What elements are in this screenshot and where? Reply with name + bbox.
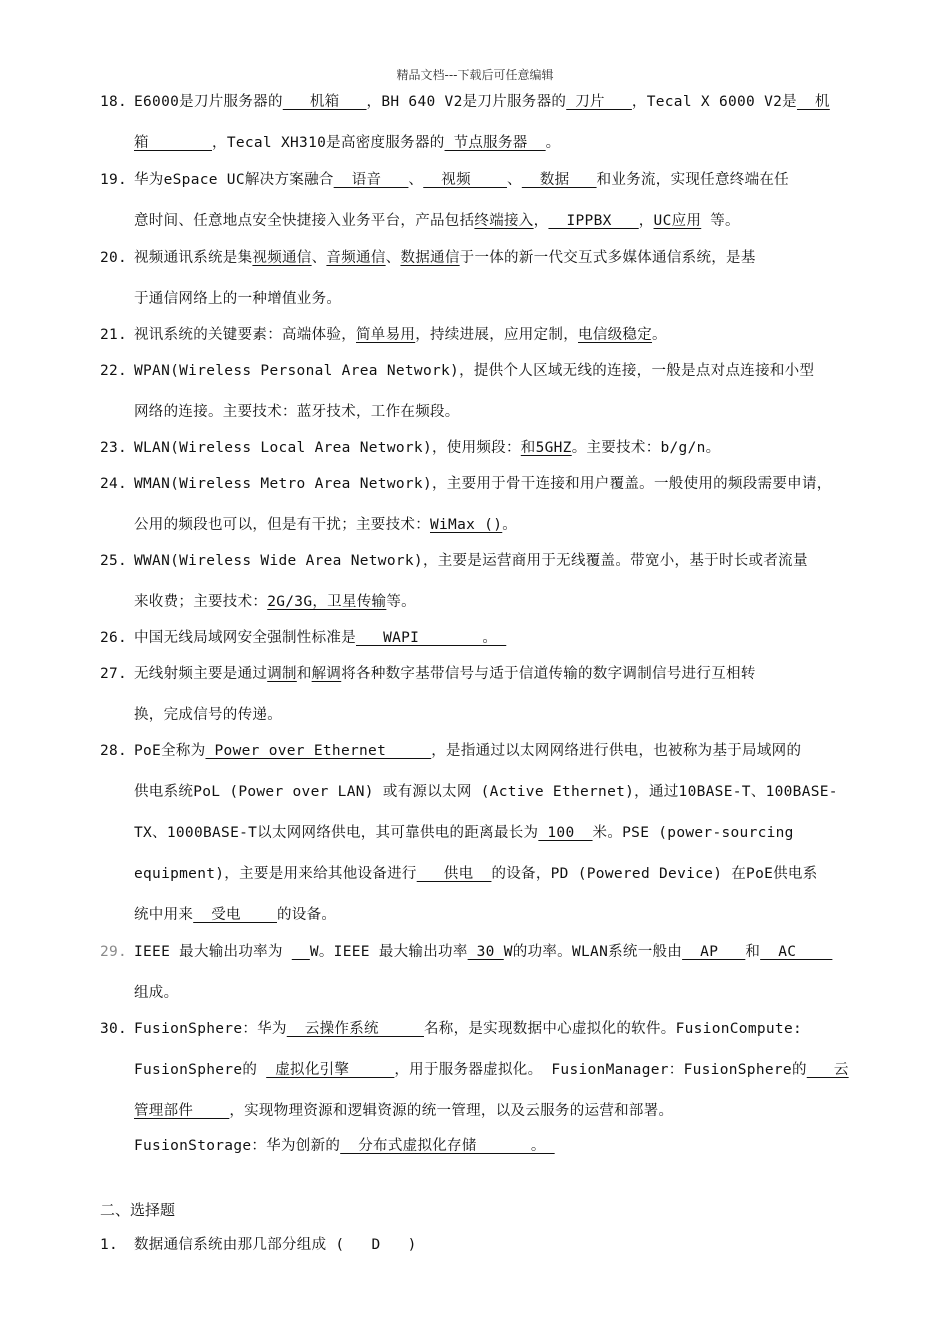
question-text: 。 xyxy=(652,327,667,343)
question-text: WPAN(Wireless Personal Area Network)，提供个人区域无线的连接，一般是点对点连接和小型 xyxy=(134,363,815,379)
question-30 xyxy=(100,1009,860,1173)
question-20 xyxy=(100,238,860,320)
question-22 xyxy=(100,351,860,433)
answer-blank: 节点服务器 xyxy=(444,135,546,151)
question-text: 数据通信系统由那几部分组成 ( D ) xyxy=(134,1237,417,1253)
question-text: E6000是刀片服务器的 xyxy=(134,94,283,110)
question-text: 。 xyxy=(545,135,561,151)
question-text: W的功率。WLAN系统一般由 xyxy=(503,944,683,960)
question-number: 30. xyxy=(100,1021,128,1037)
answer-blank: 2G/3G，卫星传输 xyxy=(267,594,387,610)
question-text: ，Tecal XH310是高密度服务器的 xyxy=(212,135,445,151)
question-28 xyxy=(100,731,860,936)
question-text: WWAN(Wireless Wide Area Network)，主要是运营商用于无线覆盖。带宽小，基于时长或者流量 xyxy=(134,553,808,569)
question-text: 、 xyxy=(385,250,401,266)
question-text: 的设备，PD (Powered Device) 在PoE供电系 xyxy=(491,866,818,882)
question-text: 、 xyxy=(311,250,327,266)
answer-blank: 音频通信 xyxy=(326,250,386,266)
question-text: 和业务流，实现任意终端在任 xyxy=(596,172,789,188)
question-text: 米。PSE (power-sourcing xyxy=(592,825,794,841)
question-25 xyxy=(100,541,860,623)
answer-blank: 数据通信 xyxy=(400,250,460,266)
question-text: WLAN(Wireless Local Area Network)，使用频段： xyxy=(134,440,521,456)
answer-blank: 管理部件 xyxy=(134,1103,230,1119)
question-text: 视频通讯系统是集 xyxy=(134,250,253,266)
answer-blank: 分布式虚拟化存储 。 xyxy=(340,1138,555,1154)
question-number: 29. xyxy=(100,944,128,960)
answer-blank: 100 xyxy=(538,825,593,841)
question-text: 供电系统PoL (Power over LAN) 或有源以太网 (Active Ethernet)，通过10BASE-T、100BASE- xyxy=(134,784,838,800)
question-number: 28. xyxy=(100,743,128,759)
question-18 xyxy=(100,82,860,164)
page-header: 精品文档---下载后可任意编辑 xyxy=(396,68,554,82)
question-text: 等。 xyxy=(386,594,416,610)
question-21 xyxy=(100,315,860,356)
question-text: ，用于服务器虚拟化。 FusionManager：FusionSphere的 xyxy=(394,1062,807,1078)
question-text: ， xyxy=(638,213,654,229)
question-text: 统中用来 xyxy=(134,907,194,923)
answer-blank: 数据 xyxy=(521,172,597,188)
question-number: 23. xyxy=(100,440,128,456)
question-text: ，持续进展，应用定制， xyxy=(415,327,579,343)
answer-blank: 云操作系统 xyxy=(286,1021,424,1037)
question-27 xyxy=(100,654,860,736)
question-text: WMAN(Wireless Metro Area Network)，主要用于骨干连接和用户覆盖。一般使用的频段需要申请， xyxy=(134,476,832,492)
answer-blank: 云 xyxy=(806,1062,849,1078)
question-23 xyxy=(100,428,860,469)
choice-question-1 xyxy=(100,1225,860,1266)
question-text: ， xyxy=(533,213,549,229)
question-text: 名称，是实现数据中心虚拟化的软件。FusionCompute: xyxy=(423,1021,802,1037)
question-number: 27. xyxy=(100,666,128,682)
answer-blank: AC xyxy=(760,944,833,960)
answer-blank: 箱 xyxy=(134,135,213,151)
answer-blank: 终端接入 xyxy=(474,213,534,229)
question-text: 换，完成信号的传递。 xyxy=(134,707,282,723)
question-text: 。 xyxy=(502,517,518,533)
answer-blank: 机箱 xyxy=(282,94,367,110)
question-text: 将各种数字基带信号与适于信道传输的数字调制信号进行互相转 xyxy=(341,666,756,682)
question-text: ，Tecal X 6000 V2是 xyxy=(631,94,797,110)
question-number: 1. xyxy=(100,1237,119,1253)
answer-blank: 简单易用 xyxy=(356,327,416,343)
question-text: 等。 xyxy=(701,213,740,229)
answer-blank: 受电 xyxy=(193,907,277,923)
question-text: IEEE 最大输出功率为 xyxy=(134,944,292,960)
question-text: 华为eSpace UC解决方案融合 xyxy=(134,172,334,188)
question-text: FusionSphere的 xyxy=(134,1062,267,1078)
question-text: TX、1000BASE-T以太网网络供电，其可靠供电的距离最长为 xyxy=(134,825,539,841)
answer-blank: IPPBX xyxy=(548,213,639,229)
question-24 xyxy=(100,464,890,546)
question-number: 24. xyxy=(100,476,128,492)
question-text: ，BH 640 V2是刀片服务器的 xyxy=(366,94,567,110)
answer-blank: 机 xyxy=(796,94,830,110)
question-number: 22. xyxy=(100,363,128,379)
question-text: FusionStorage：华为创新的 xyxy=(134,1138,341,1154)
section-heading: 二、选择题 xyxy=(100,1201,176,1219)
question-26 xyxy=(100,618,860,659)
answer-blank: 视频 xyxy=(423,172,508,188)
question-text: ，是指通过以太网网络进行供电，也被称为基于局域网的 xyxy=(431,743,802,759)
question-text: 。主要技术：b/g/n。 xyxy=(571,440,721,456)
question-number: 21. xyxy=(100,327,128,343)
answer-blank: 调制 xyxy=(267,666,297,682)
question-text: ，实现物理资源和逻辑资源的统一管理，以及云服务的运营和部署。 xyxy=(229,1103,674,1119)
answer-blank: WAPI 。 xyxy=(356,630,507,646)
question-text: equipment)，主要是用来给其他设备进行 xyxy=(134,866,417,882)
answer-blank: AP xyxy=(682,944,746,960)
question-text: 中国无线局域网安全强制性标准是 xyxy=(134,630,356,646)
question-text: 公用的频段也可以，但是有干扰；主要技术： xyxy=(134,517,430,533)
answer-blank: 刀片 xyxy=(566,94,632,110)
question-text: 和 xyxy=(745,944,761,960)
answer-blank xyxy=(292,944,310,960)
answer-blank: 供电 xyxy=(416,866,492,882)
question-number: 25. xyxy=(100,553,128,569)
question-text: 来收费；主要技术： xyxy=(134,594,268,610)
question-number: 19. xyxy=(100,172,128,188)
answer-blank: 语音 xyxy=(333,172,409,188)
question-text: 和 xyxy=(296,666,312,682)
question-number: 26. xyxy=(100,630,128,646)
question-text: FusionSphere：华为 xyxy=(134,1021,287,1037)
question-text: PoE全称为 xyxy=(134,743,206,759)
question-text: 视讯系统的关键要素：高端体验， xyxy=(134,327,356,343)
question-number: 20. xyxy=(100,250,128,266)
question-29 xyxy=(100,932,860,1014)
answer-blank: 30 xyxy=(467,944,504,960)
question-text: 意时间、任意地点安全快捷接入业务平台，产品包括 xyxy=(134,213,475,229)
question-text: 无线射频主要是通过 xyxy=(134,666,268,682)
answer-blank: 解调 xyxy=(311,666,342,682)
answer-blank: UC应用 xyxy=(653,213,702,229)
question-text: 、 xyxy=(408,172,424,188)
answer-blank: 虚拟化引擎 xyxy=(266,1062,395,1078)
question-text: W。IEEE 最大输出功率 xyxy=(309,944,468,960)
answer-blank: 电信级稳定 xyxy=(578,327,653,343)
question-number: 18. xyxy=(100,94,128,110)
question-19 xyxy=(100,160,860,242)
question-text: 、 xyxy=(507,172,522,188)
question-text: 于通信网络上的一种增值业务。 xyxy=(134,291,342,307)
answer-blank: Power over Ethernet xyxy=(205,743,432,759)
answer-blank: 和5GHZ xyxy=(520,440,572,456)
question-text: 组成。 xyxy=(134,985,179,1001)
question-text: 网络的连接。主要技术：蓝牙技术，工作在频段。 xyxy=(134,404,460,420)
answer-blank: 视频通信 xyxy=(252,250,312,266)
question-text: 于一体的新一代交互式多媒体通信系统，是基 xyxy=(459,250,756,266)
question-text: 的设备。 xyxy=(276,907,337,923)
answer-blank: WiMax () xyxy=(430,517,503,533)
